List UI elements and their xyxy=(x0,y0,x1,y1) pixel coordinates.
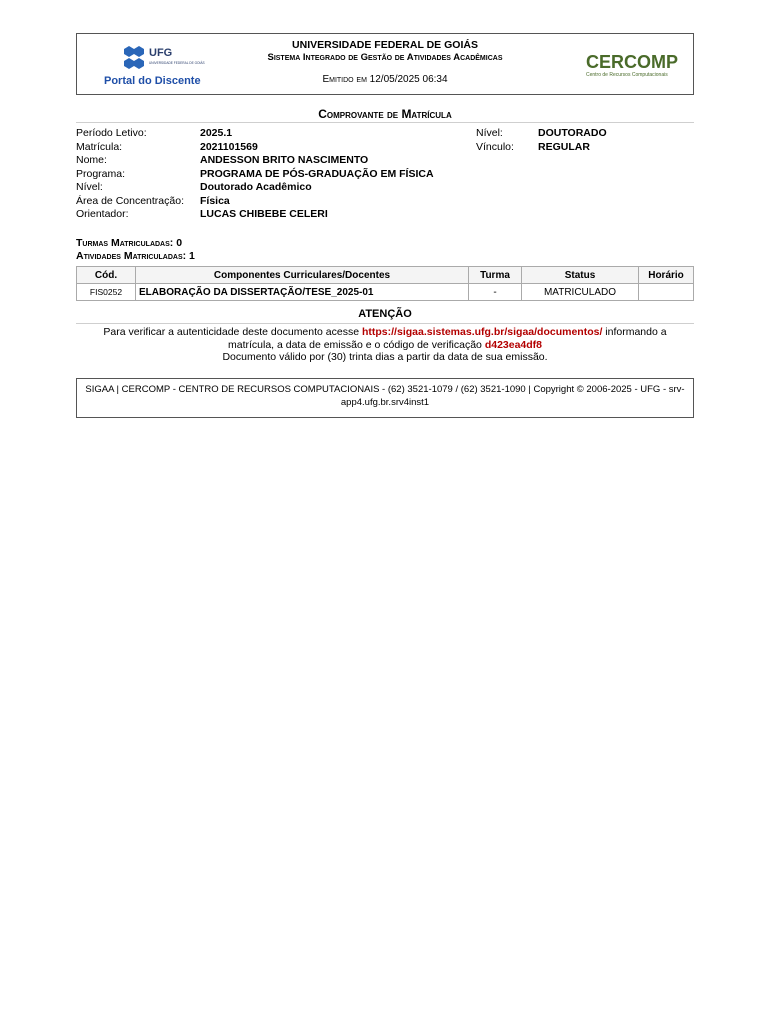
attention-divider xyxy=(76,323,694,324)
svg-text:Centro de Recursos Computacion: Centro de Recursos Computacionais xyxy=(586,72,668,78)
verification-text xyxy=(90,326,680,364)
enrollment-summary xyxy=(76,237,195,263)
orientador-label: Orientador: xyxy=(76,208,129,220)
title-divider xyxy=(76,122,694,123)
university-name: UNIVERSIDADE FEDERAL DE GOIÁS xyxy=(292,39,478,51)
matricula-value: 2021101569 xyxy=(200,140,258,153)
header-titles xyxy=(227,39,543,86)
vinculo-value: REGULAR xyxy=(538,140,590,153)
nivel-right-label: Nível: xyxy=(476,127,503,139)
row-status: MATRICULADO xyxy=(522,284,639,301)
nome-value: ANDESSON BRITO NASCIMENTO xyxy=(200,154,369,166)
validity-text: Documento válido por (30) trinta dias a partir da data de sua emissão. xyxy=(222,351,548,363)
row-component: ELABORAÇÃO DA DISSERTAÇÃO/TESE_2025-01 xyxy=(136,284,469,301)
orientador-value: LUCAS CHIBEBE CELERI xyxy=(200,208,328,220)
verification-url-link[interactable]: https://sigaa.sistemas.ufg.br/sigaa/documentos/ xyxy=(361,326,603,338)
col-header-turma: Turma xyxy=(469,267,522,284)
area-label: Área de Concentração: xyxy=(76,194,184,207)
enrollment-table xyxy=(76,266,694,301)
svg-text:UFG: UFG xyxy=(149,47,173,59)
table-header-row xyxy=(77,267,694,284)
verify-text-2: informando a matrícula, a data de emissão e o código de verificação xyxy=(227,326,667,351)
footer-text: SIGAA | CERCOMP - CENTRO DE RECURSOS COMPUTACIONAIS - (62) 3521-1079 / (62) 3521-1090 | Copyright © 2006-2025 - UFG - srv-app4.ufg.br.srv4inst1 xyxy=(85,384,685,408)
row-horario xyxy=(639,284,694,301)
row-code: FIS0252 xyxy=(77,284,136,301)
matricula-label: Matrícula: xyxy=(76,140,123,153)
col-header-horario: Horário xyxy=(639,267,694,284)
atividades-count: Atividades Matriculadas: 1 xyxy=(76,250,195,262)
verification-code: d423ea4df8 xyxy=(484,338,543,351)
table-row xyxy=(77,284,694,301)
ufg-logo xyxy=(121,44,205,72)
nome-label: Nome: xyxy=(76,154,107,166)
nivel-right-value: DOUTORADO xyxy=(538,127,607,139)
vinculo-label: Vínculo: xyxy=(476,140,514,153)
document-title: Comprovante de Matrícula xyxy=(318,107,452,121)
system-name: Sistema Integrado de Gestão de Atividades Acadêmicas xyxy=(267,52,503,63)
cercomp-logo xyxy=(583,48,679,82)
verify-text-1: Para verificar a autenticidade deste documento acesse xyxy=(103,326,360,338)
attention-title: ATENÇÃO xyxy=(358,308,412,320)
page-footer xyxy=(76,378,694,418)
col-header-component: Componentes Curriculares/Docentes xyxy=(136,267,469,284)
svg-text:UNIVERSIDADE FEDERAL DE GOIÁS: UNIVERSIDADE FEDERAL DE GOIÁS xyxy=(149,61,205,65)
turmas-count: Turmas Matriculadas: 0 xyxy=(76,237,183,249)
area-value: Física xyxy=(200,194,230,207)
document-header xyxy=(76,33,694,95)
portal-discente-link[interactable]: Portal do Discente xyxy=(104,75,201,87)
emission-date: Emitido em 12/05/2025 06:34 xyxy=(322,74,448,85)
row-turma: - xyxy=(469,284,522,301)
col-header-code: Cód. xyxy=(77,267,136,284)
periodo-label: Período Letivo: xyxy=(76,127,147,139)
nivel-value: Doutorado Acadêmico xyxy=(200,181,312,193)
programa-value: PROGRAMA DE PÓS-GRADUAÇÃO EM FÍSICA xyxy=(200,167,434,180)
nivel-label: Nível: xyxy=(76,181,103,193)
programa-label: Programa: xyxy=(76,167,126,180)
periodo-value: 2025.1 xyxy=(200,127,233,139)
svg-text:CERCOMP: CERCOMP xyxy=(586,52,679,72)
col-header-status: Status xyxy=(522,267,639,284)
